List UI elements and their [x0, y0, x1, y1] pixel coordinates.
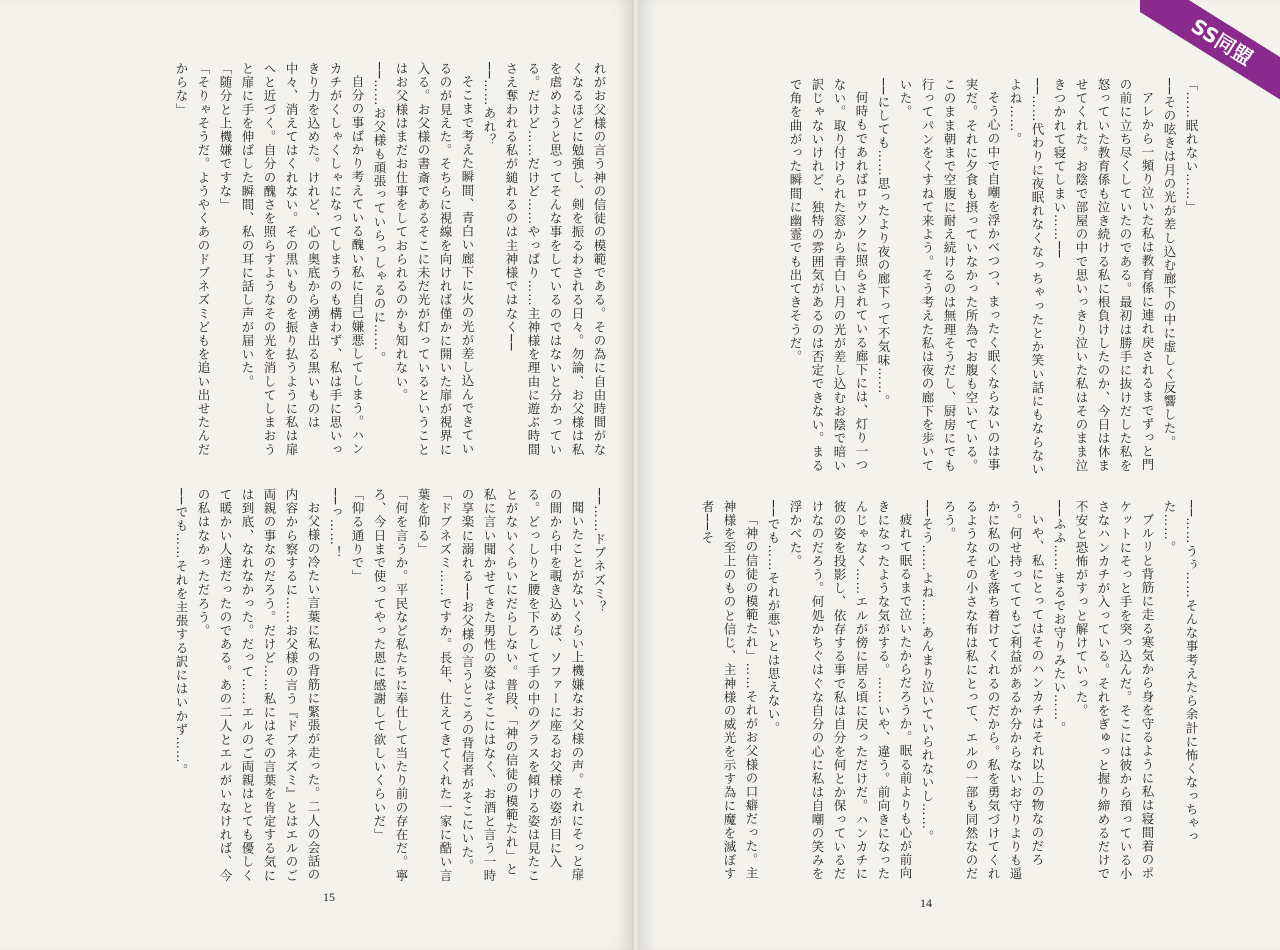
dialogue: 「ドブネズミ……ですか。長年、仕えてきてくれた一家に酷い言葉を仰る」 [416, 488, 453, 883]
dialogue: 「……眠れない……」 [1184, 78, 1199, 214]
paragraph: そう心の中で自嘲を浮かべつつ、まったく眠くならないのは事実だ。それに夕食も摂っていなかった所為でお腹も空いている。このまま朝まで空腹に耐え続けるのは無理そうだし、厨房にでも行ってパンをくすねて来よう。そう考えた私は夜の廊下を歩いていた。 [898, 78, 1001, 473]
paragraph: ──……ドブネズミ？ [592, 488, 607, 615]
watermark-badge [1140, 0, 1280, 100]
paragraph: ──にしても……思ったより夜の廊下って不気味……。 [876, 78, 891, 409]
paragraph: そこまで考えた瞬間、青白い廊下に火の光が差し込んできているのが見えた。そちらに視線を向ければ僅かに開いた扉が視界に入る。お父様の書斎であるそこに未だ光が灯っているということはお父様はまだお仕事をしておられるのかも知れない。 [394, 62, 475, 457]
paragraph: ──ふふ……まるでお守りみたい……。 [1052, 500, 1067, 735]
paragraph: お父様の冷たい言葉に私の背筋に緊張が走った。二人の会話の内容から察するに……お父様の言う『ドブネズミ』とはエルのご両親の事なのだろう。だけど……私にはその言葉を肯定する気には到底、なれなかった。だって……エルのご両親はとても優しくて暖かい人達だったのである。あの二人とエルがいなければ、今の私はなかっただろう。 [196, 488, 321, 883]
right-page-upper-text [682, 78, 1202, 478]
paragraph: ──……うぅ……そんな事考えたら余計に怖くなっちゃった……。 [1162, 500, 1199, 844]
paragraph: ──……代わりに夜眠れなくなっちゃったとか笑い話にもならないよね……。 [1008, 78, 1045, 477]
left-page-upper-text [80, 62, 610, 462]
left-page-lower-text [80, 488, 610, 888]
page-number: 14 [920, 896, 932, 910]
paragraph: アレから一頻り泣いた私は教育係に連れ戻されるまでずっと門の前に立ち尽くしていたのである。最初は勝手に抜けだした私を怒っていた教育係も泣き続ける私に根負けしたのか、今日は休ませてくれた。お陰で部屋の中で思いっきり泣いた私はそのまま泣きつかれて寝てしまい……── [1052, 78, 1155, 473]
dialogue: 「随分と上機嫌ですな」 [218, 62, 233, 212]
paragraph: ──っ……！ [328, 488, 343, 560]
paragraph: 疲れて眠るまで泣いたからだろうか。眠る前よりも心が前向きになったような気がする。……いや、違う。前向きになったんじゃなく……エルが傍に居る頃に戻っただけだ。ハンカチに彼の姿を投影し、依存する事で私は自分を何とか保っているだけなのだろう。何処かちぐはぐな自分の心に私は自嘲の笑みを浮かべた。 [788, 500, 913, 881]
paragraph: ──でも……それが悪いとは思えない。 [766, 500, 781, 735]
paragraph: いや、私にとってはそのハンカチはそれ以上の物なのだろう。何せ持っててもご利益があるか分からないお守りよりも遥かに私の心を落ち着けてくれるのだから。私を勇気づけてくれるようなその小さな布は私にとって、エルの一部も同然なのだろう。 [942, 500, 1045, 881]
right-page-lower-text [682, 500, 1202, 890]
page-number: 15 [323, 890, 335, 904]
paragraph: ──その呟きは月の光が差し込む廊下の中に虚しく反響した。 [1162, 78, 1177, 449]
paragraph: ──そう……よね……あんまり泣いていられないし……。 [920, 500, 935, 844]
right-page [638, 0, 1280, 950]
dialogue: 「何を言うか。平民など私たちに奉仕して当たり前の存在だ。寧ろ、今日まで使ってやった恩に感謝して欲しいくらいだ」 [372, 488, 409, 883]
paragraph: 何時もであればロウソクに照らされている廊下には、灯り一つない。取り付けられた窓から青白い月の光が差し込むお陰で暗い訳じゃないけれど、独特の雰囲気があるのは否定できない。まるで角を曲がった瞬間に幽霊でも出てきそうだ。 [788, 78, 869, 473]
paragraph: ──……お父様も頑張っていらっしゃるのに……。 [372, 62, 387, 365]
badge-label: SS同盟 [1140, 0, 1280, 100]
left-page [0, 0, 634, 950]
paragraph: 自分の事ばかり考えている醜い私に自己嫌悪してしまう。ハンカチがくしゃくしゃになってしまうのも構わず、私は手に思いっきり力を込めた。けれど、心の奥底から湧き出る黒いものは中々、消えてはくれない。その黒いものを振り払うように私は扉へと近づく。自分の醜さを照らすようなその光を消してしまおうと扉に手を伸ばした瞬間、私の耳に話し声が届いた。 [240, 62, 365, 457]
dialogue: 「そりゃそうだ。ようやくあのドブネズミどもを追い出せたんだからな」 [174, 62, 211, 457]
dialogue: 「仰る通りで」 [350, 488, 365, 584]
paragraph: れがお父様の言う神の信徒の模範である。その為に自由時間がなくなるほどに勉強し、剣を振るわされる日々。勿論、お父様は私を虐めようと思ってそんな事をしているのではないと分かっている。だけど……だけど……やっぱり……主神様を理由に遊ぶ時間さえ奪われる私が縋れるのは主神様ではなく── [504, 62, 607, 457]
paragraph: ──……あれ？ [482, 62, 497, 148]
paragraph: 聞いたことがないくらい上機嫌なお父様の声。それにそっと扉の間から中を覗き込めば、ソファーに座るお父様の姿が目に入る。どっしりと腰を下ろして手の中のグラスを傾ける姿は見たことがないくらいにだらしない。普段、「神の信徒の模範たれ」と私に言い聞かせてきた男性の姿はそこにはなく、お酒と言う一時の享楽に溺れる──お父様の言うところの背信者がそこにいた。 [460, 488, 585, 883]
paragraph: ブルリと背筋に走る寒気から身を守るように私は寝間着のポケットにそっと手を突っ込んだ。そこには彼から預っている小さなハンカチが入っている。それをぎゅっと握り締めるだけで不安と恐怖がすっと解けていった。 [1074, 500, 1155, 881]
paragraph: ──でも……それを主張する訳にはいかず……。 [174, 488, 189, 778]
paragraph: 「神の信徒の模範たれ」……それがお父様の口癖だった。主神様を至上のものと信じ、主神様の威光を示す為に魔を滅ぼす者──そ [700, 500, 759, 881]
